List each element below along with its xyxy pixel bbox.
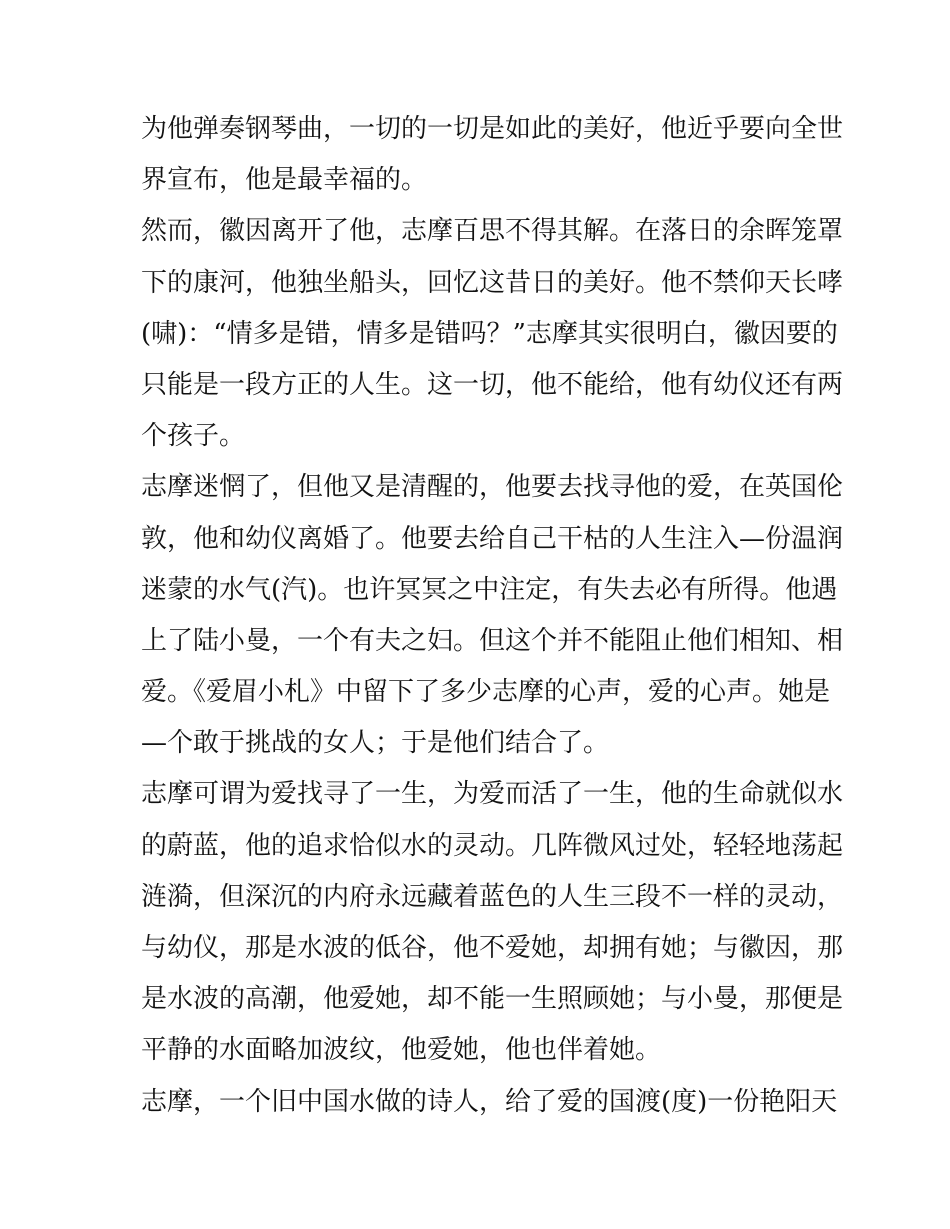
text-line: 为他弹奏钢琴曲，一切的一切是如此的美好，他近乎要向全世 [141,114,844,144]
text-line: 迷蒙的水气(汽)。也许冥冥之中注定，有失去必有所得。他遇 [141,574,838,605]
text-line: 平静的水面略加波纹，他爱她，他也伴着她。 [141,1035,662,1066]
text-line: 然而，徽因离开了他，志摩百思不得其解。在落日的余晖笼罩 [141,216,844,247]
text-line: 是水波的高潮，他爱她，却不能一生照顾她；与小曼，那便是 [141,984,844,1015]
text-line: (啸)：“情多是错，情多是错吗？”志摩其实很明白，徽因要的 [141,318,838,349]
text-line: 敦，他和幼仪离婚了。他要去给自己干枯的人生注入—份温润 [141,523,844,554]
text-line: 爱。《爱眉小札》中留下了多少志摩的心声，爱的心声。她是 [141,677,831,708]
text-line: 的蔚蓝，他的追求恰似水的灵动。几阵微风过处，轻轻地荡起 [141,830,844,861]
text-line: 志摩可谓为爱找寻了一生，为爱而活了一生，他的生命就似水 [141,779,844,810]
text-line: 涟漪，但深沉的内府永远藏着蓝色的人生三段不一样的灵动， [141,881,844,912]
text-line: 上了陆小曼，一个有夫之妇。但这个并不能阻止他们相知、相 [141,625,844,656]
text-line: 个孩子。 [141,421,246,452]
text-line: 与幼仪，那是水波的低谷，他不爱她，却拥有她；与徽因，那 [141,933,844,963]
text-line: 志摩，一个旧中国水做的诗人，给了爱的国渡(度)一份艳阳天 [141,1086,838,1117]
text-line: 志摩迷惘了，但他又是清醒的，他要去找寻他的爱，在英国伦 [141,472,844,503]
text-line: 只能是一段方正的人生。这一切，他不能给，他有幼仪还有两 [141,369,844,400]
document-body [141,104,844,1128]
text-line: 下的康河，他独坐船头，回忆这昔日的美好。他不禁仰天长哮 [141,267,844,298]
text-line: —个敢于挑战的女人；于是他们结合了。 [141,728,610,759]
text-line: 界宣布，他是最幸福的。 [141,165,428,196]
